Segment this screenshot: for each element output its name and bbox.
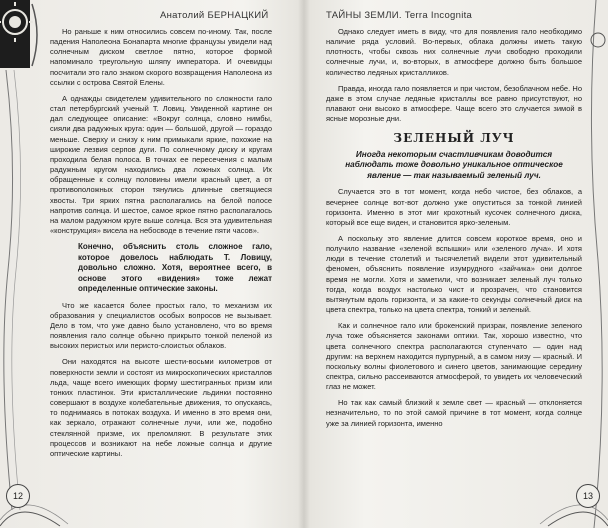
sun-emblem-icon <box>0 0 44 70</box>
right-page <box>304 0 608 528</box>
section-lead: Иногда некоторым счастливчикам доводится наблюдать тоже довольно уникальное оптическое явление — так называемый зеленый луч. <box>345 149 563 180</box>
paragraph: Они находятся на высоте шести-восьми километров от поверхности земли и состоят из микроскопических кристаллов льда, чаще всего имеющих форму шестигранных призм или тонких пластинок. Эти кристаллические льдинки постоянно совершают в воздухе колебательные движения, то опускаясь, то поднимаясь в потоках воздуха. И именно в это время они, как зеркало, отражают солнечные лучи, или же, подобно стеклянной призме, их преломляют. В результате этих процессов и возникают на небе ложные солнца и другие оптические картины. <box>50 357 272 458</box>
paragraph: Случается это в тот момент, когда небо чистое, без облаков, а вечернее солнце вот-вот должно уже опуститься за тонкой линией горизонта. Именно в этот миг крохотный кусочек солнечного диска, который все еще виден, и становится ярко-зеленым. <box>326 187 582 227</box>
vertical-ornament-icon <box>584 0 608 528</box>
left-margin-ornament <box>0 0 44 528</box>
paragraph: Что же касается более простых гало, то механизм их образования у специалистов особых вопросов не вызывает. Дело в том, что уже давно было установлено, что во время появления гало солнце обычно прикрыто тонкой пеленой из высоких перистых или перисто-слоистых облаков. <box>50 300 272 351</box>
left-running-header: Анатолий БЕРНАЦКИЙ <box>160 10 269 21</box>
bold-callout: Конечно, объяснить столь сложное гало, которое довелось наблюдать Т. Ловицу, довольно сложно. Хотя, вероятнее всего, в основе этого «видения» тоже лежат определенные оптические законы. <box>78 242 272 294</box>
paragraph: Однако следует иметь в виду, что для появления гало необходимо наличие ряда условий. Во-первых, облака должны иметь такую плотность, чтобы сквозь них солнечные лучи свободно проходили солнечные лучи, и, во-вторых, в атмосфере должно быть большое количество ледяных кристалликов. <box>326 27 582 77</box>
right-margin-ornament <box>584 0 608 528</box>
section-title: ЗЕЛЕНЫЙ ЛУЧ <box>393 131 515 146</box>
page-number: 12 <box>6 484 30 508</box>
vertical-ornament-icon <box>0 70 44 510</box>
paragraph: Правда, иногда гало появляется и при чистом, безоблачном небе. Но даже в этом случае ледяные кристаллы все равно присутствуют, но плавают они высоко в атмосфере. Чаще всего это случается зимой в ясные морозные дни. <box>326 83 582 124</box>
right-running-header: ТАЙНЫ ЗЕМЛИ. Terra Incognita <box>326 10 473 21</box>
paragraph: Но так как самый близкий к земле свет — красный — отклоняется незначительно, то по этой самой причине в тот момент, когда солнце уже за линией горизонта, именно <box>326 398 582 428</box>
left-body-text <box>50 27 272 459</box>
paragraph: Но раньше к ним относились совсем по-иному. Так, после падения Наполеона Бонапарта многие французы увидели над солнечным диском светлое пятно, которое формой напоминало треугольную шляпу императора. И очевидцы посчитали это гало знаком скорого возвращения Наполеона из ссылки с острова Святой Елены. <box>50 27 272 87</box>
paragraph: Как и солнечное гало или брокенский призрак, появление зеленого луча тоже объясняется законами оптики. Так, хорошо известно, что цвета солнечного спектра располагаются ступенчато — один над другим: на верхнем находится пурпурный, а в самом низу — красный. И поскольку волны фиолетового и синего цветов, занимающие середину спектра, сильно рассеиваются атмосферой, то увидеть их человеческий глаз не может. <box>326 321 582 392</box>
paragraph: А однажды свидетелем удивительного по сложности гало стал петербургский ученый Т. Ловиц. Увиденной картине он дал следующее описание: «Вокруг солнца, словно нимбы, сияли два радужных круга: один — большой, другой — гораздо меньше. Сверху и снизу к ним примыкали яркие, похожие на широкие лезвия серпов дуги. По солнечному диску и кругам проходила белая полоса. В точках ее пересечения с малым радужным кругом находились два ложных солнца. Их обращенные к солнцу половины имели красный цвет, а от противоположных сторон тянулись длинные светящиеся хвосты. Три ярких пятна располагались на белой полосе напротив солнца. И шестое, самое яркое пятно располагалось на малом радужном круге выше солнца. Вся эта удивительная «конструкция» висела на небосводе в течение пяти часов». <box>50 93 272 235</box>
right-body-text <box>326 27 582 429</box>
paragraph: А поскольку это явление длится совсем короткое время, оно и получило название «зеленой вспышки» или «зеленого луча». И хотя люди в течение столетий и тысячелетий видели этот удивительный феномен, объяснить появление изумрудного «зайчика» они долгое время не могли. Хотя и заметили, что возникает зеленый луч только тогда, когда воздух настолько чист и прозрачен, что становится вытянутым вдоль горизонта, и за какие-то секунды солнечный диск на цвета спектра, только на цвета спектра, тонкий и зеленый. <box>326 233 582 315</box>
page-number: 13 <box>576 484 600 508</box>
